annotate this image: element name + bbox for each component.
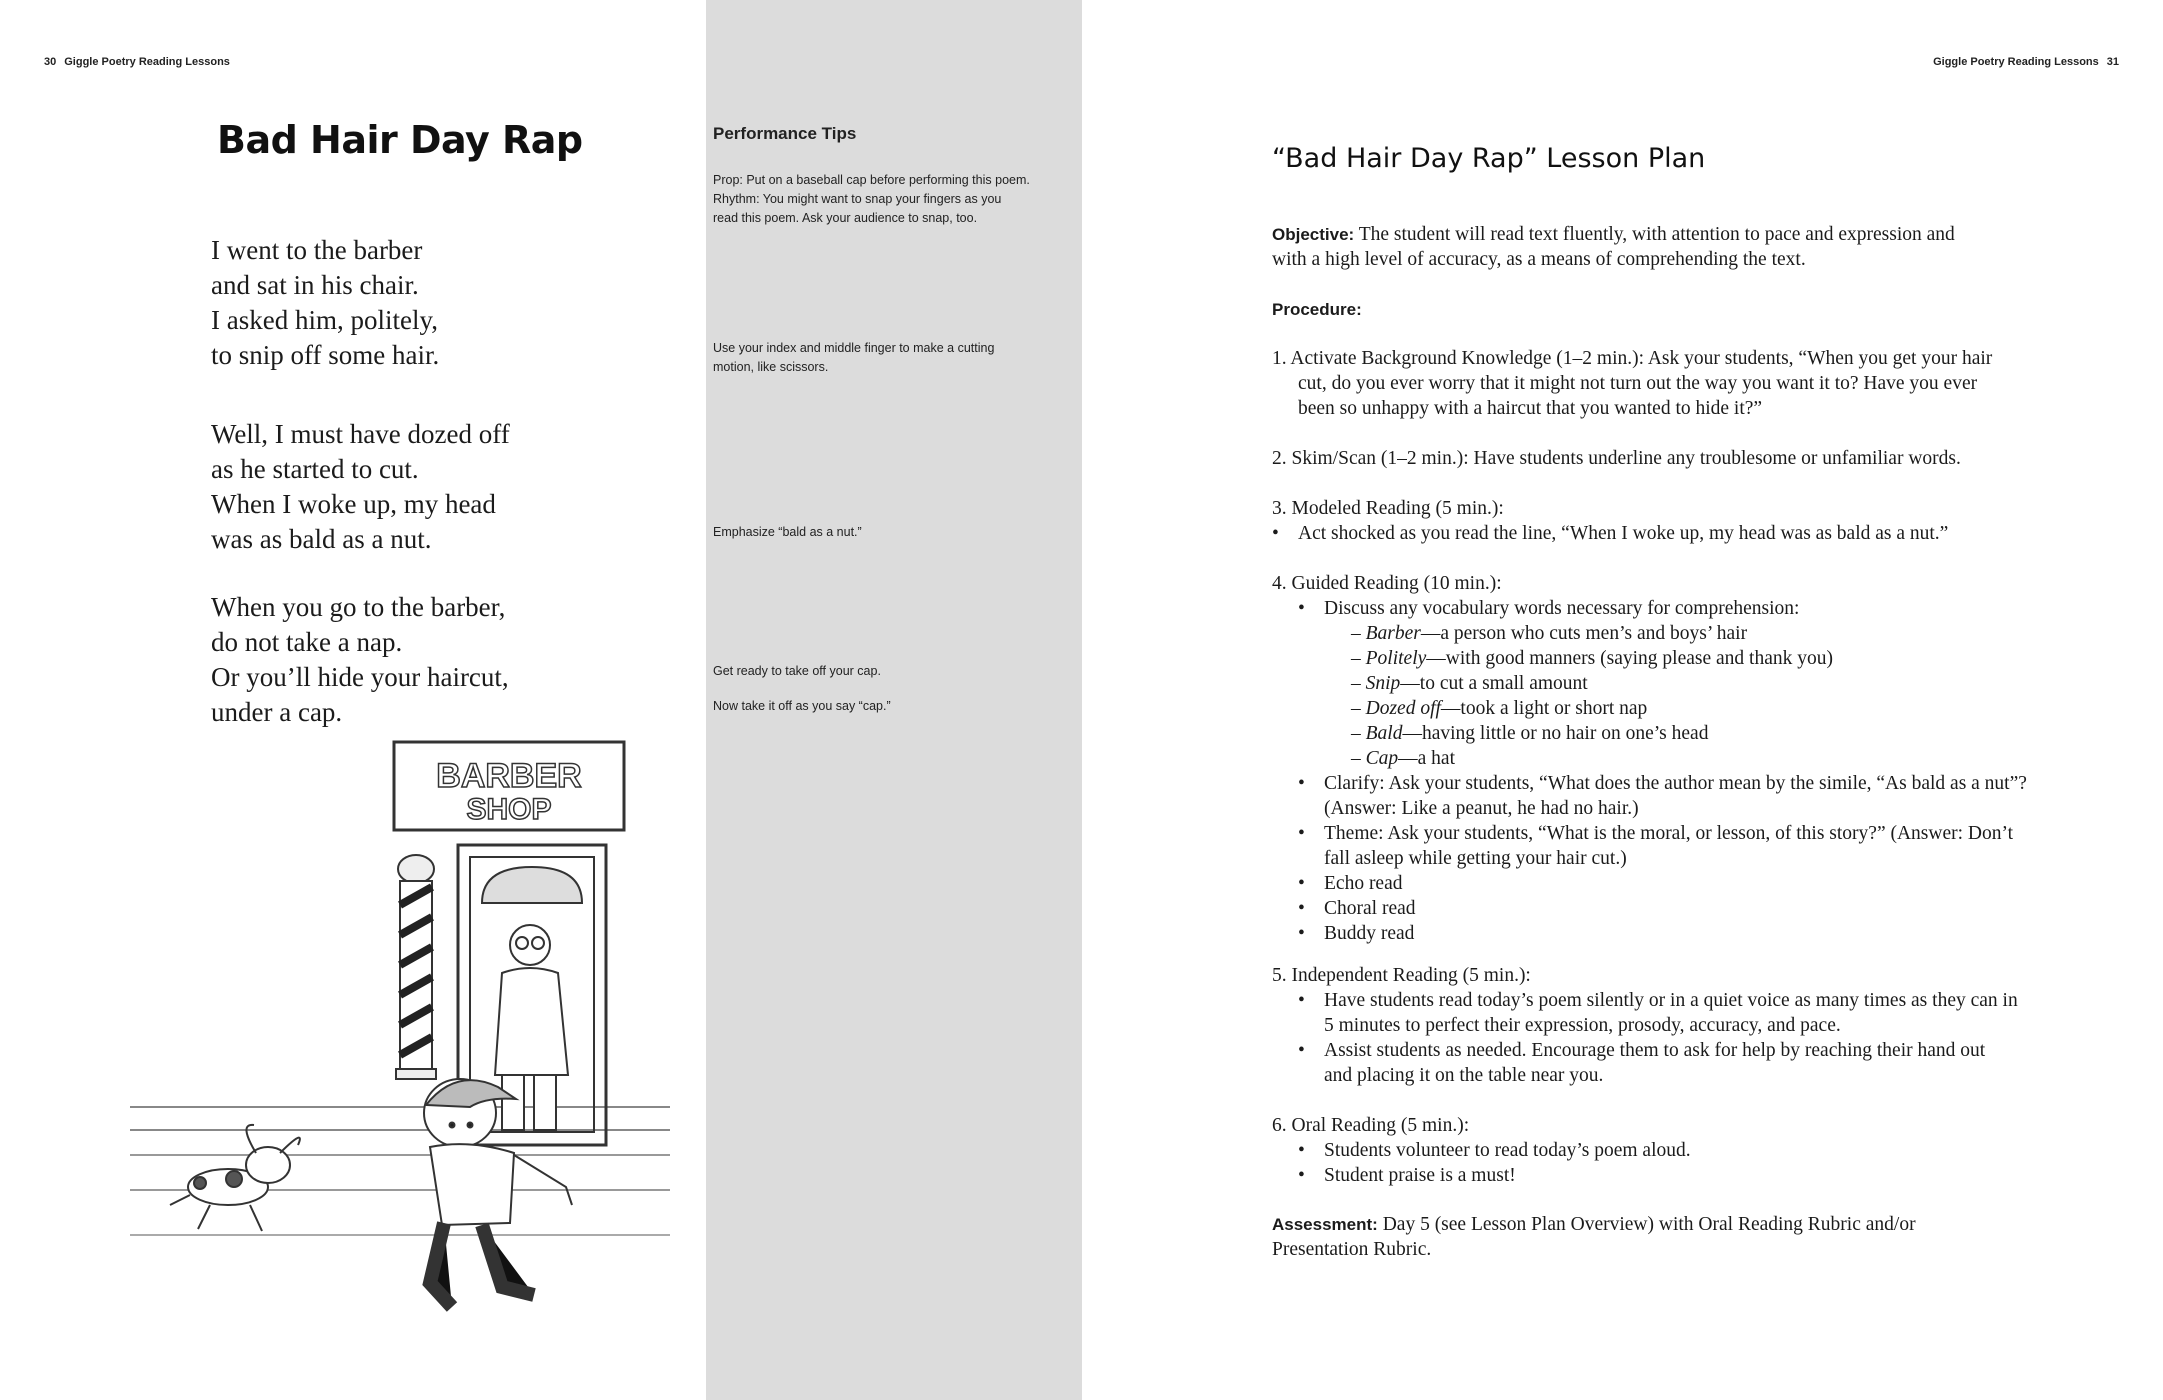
sign-text-barber: BARBER	[436, 757, 582, 795]
tip-prop-rhythm: Prop: Put on a baseball cap before performing this poem. Rhythm: You might want to snap your fingers as you read this poem. Ask your audience to snap, too.	[713, 173, 1030, 225]
poem-stanza-2	[211, 417, 510, 557]
poem-line: as he started to cut.	[211, 454, 419, 484]
objective: Objective: The student will read text fluently, with attention to pace and expression and with a high level of accuracy, as a means of comprehending the text.	[1272, 224, 1955, 270]
barber-shop-illustration	[130, 735, 670, 1335]
list-item: • Act shocked as you read the line, “When I woke up, my head was as bald as a nut.”	[1272, 521, 2032, 546]
poem-line: do not take a nap.	[211, 627, 403, 657]
list-item: • Buddy read	[1272, 921, 2032, 946]
assessment-label: Assessment:	[1272, 1215, 1378, 1234]
poem-line: I went to the barber	[211, 235, 423, 265]
right-running-head-text: Giggle Poetry Reading Lessons	[1933, 56, 2099, 68]
list-item: • Clarify: Ask your students, “What does the author mean by the simile, “As bald as a nut”?	[1272, 771, 2032, 796]
poem-title: Bad Hair Day Rap	[217, 118, 583, 162]
left-page-number: 30	[44, 56, 57, 68]
tip-take-off: Now take it off as you say “cap.”	[713, 699, 891, 713]
poem-line: Or you’ll hide your haircut,	[211, 662, 509, 692]
vocab-item: – Politely—with good manners (saying please and thank you)	[1351, 648, 1833, 669]
list-item: • Student praise is a must!	[1272, 1163, 2032, 1188]
list-item: • Students volunteer to read today’s poem aloud.	[1272, 1138, 2032, 1163]
vocab-item: – Cap—a hat	[1351, 748, 1455, 769]
left-running-head-text: Giggle Poetry Reading Lessons	[64, 56, 230, 68]
poem-line: I asked him, politely,	[211, 305, 438, 335]
list-item: • Have students read today’s poem silently or in a quiet voice as many times as they can in	[1272, 988, 2032, 1013]
poem-line: When I woke up, my head	[211, 489, 496, 519]
vocab-item: – Dozed off—took a light or short nap	[1351, 698, 1648, 719]
tip-scissors: Use your index and middle finger to make a cutting motion, like scissors.	[713, 341, 995, 374]
list-item: • Assist students as needed. Encourage them to ask for help by reaching their hand out	[1272, 1038, 2032, 1063]
list-item: • Theme: Ask your students, “What is the moral, or lesson, of this story?” (Answer: Don’t	[1272, 821, 2032, 846]
step-5: 5. Independent Reading (5 min.): • Have students read today’s poem silently or in a quiet voice as many times as they can in 5 minutes to perfect their expression, prosody, accuracy, and pace. • Assist students as needed. Encourage them to ask for help by reaching their hand out and placing it on the table near you.	[1272, 963, 2032, 1088]
tip-get-ready: Get ready to take off your cap.	[713, 664, 881, 678]
vocab-item: – Bald—having little or no hair on one’s head	[1351, 723, 1709, 744]
tip-emphasize: Emphasize “bald as a nut.”	[713, 525, 862, 539]
step-2: 2. Skim/Scan (1–2 min.): Have students underline any troublesome or unfamiliar words.	[1272, 448, 1961, 469]
left-running-head	[44, 56, 230, 68]
lesson-plan-title: “Bad Hair Day Rap” Lesson Plan	[1272, 143, 1706, 174]
poem-line: was as bald as a nut.	[211, 524, 432, 554]
vocab-item: – Snip—to cut a small amount	[1351, 673, 1588, 694]
poem-stanza-3	[211, 590, 509, 730]
poem-line: to snip off some hair.	[211, 340, 440, 370]
poem-line: Well, I must have dozed off	[211, 419, 510, 449]
sign-text-shop: SHOP	[466, 793, 552, 826]
step-3: 3. Modeled Reading (5 min.): • Act shocked as you read the line, “When I woke up, my head was as bald as a nut.”	[1272, 496, 2032, 546]
list-item: • Discuss any vocabulary words necessary for comprehension:	[1272, 596, 2032, 621]
performance-tips-heading: Performance Tips	[713, 124, 857, 143]
procedure-label: Procedure:	[1272, 300, 1362, 319]
step-6: 6. Oral Reading (5 min.): • Students volunteer to read today’s poem aloud. • Student praise is a must!	[1272, 1113, 2032, 1188]
vocab-item: – Barber—a person who cuts men’s and boys’ hair	[1351, 623, 1748, 644]
step-4: 4. Guided Reading (10 min.): • Discuss any vocabulary words necessary for comprehension: – Barber—a person who cuts men’s and boys’ hair – Politely—with good manners (saying please and thank you) – Snip—to cut a small amount – Dozed off—took a light or short nap – Bald—having little or no hair on one’s head – Cap—a hat • Clarify: Ask your students, “What does the author mean by the simile, “As bald as a nut”? (Answer: Like a peanut, he had no hair.) • Theme: Ask your students, “What is the moral, or lesson, of this story?” (Answer: Don’t fall asleep while getting your hair cut.) • Echo read • Choral read • Buddy read	[1272, 571, 2032, 946]
poem-line: under a cap.	[211, 697, 343, 727]
poem-line: When you go to the barber,	[211, 592, 506, 622]
list-item: • Echo read	[1272, 871, 2032, 896]
right-page-number: 31	[2106, 56, 2119, 68]
objective-label: Objective:	[1272, 225, 1355, 244]
poem-line: and sat in his chair.	[211, 270, 419, 300]
list-item: • Choral read	[1272, 896, 2032, 921]
right-running-head	[1933, 56, 2119, 68]
assessment: Assessment: Day 5 (see Lesson Plan Overview) with Oral Reading Rubric and/or Presentation Rubric.	[1272, 1214, 1916, 1260]
step-1: 1. Activate Background Knowledge (1–2 min.): Ask your students, “When you get your hair cut, do you ever worry that it might not turn out the way you want it to? Have you ever been so unhappy with a haircut that you wanted to hide it?”	[1272, 348, 1993, 419]
poem-stanza-1	[211, 233, 439, 373]
